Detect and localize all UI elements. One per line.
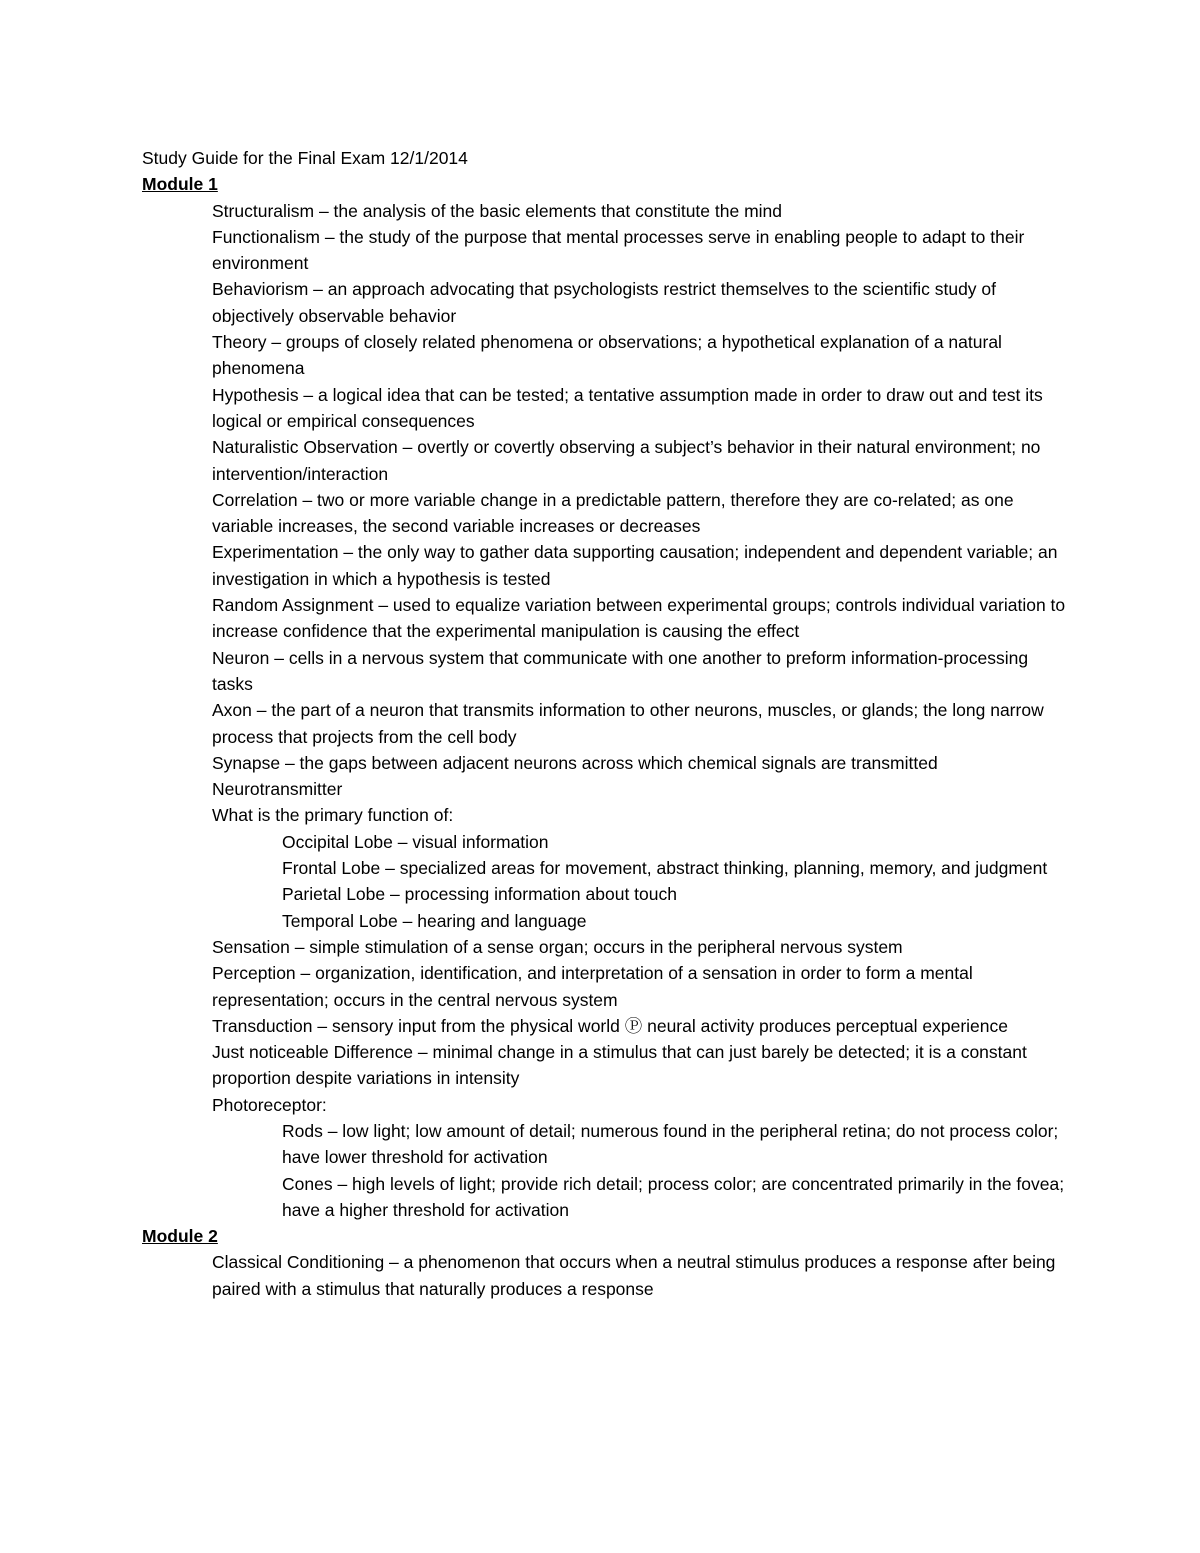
- term-parietal-lobe: Parietal Lobe – processing information about touch: [282, 884, 677, 905]
- term-photoreceptor: Photoreceptor:: [212, 1094, 327, 1115]
- term-theory: Theory – groups of closely related phenomena or observations; a hypothetical explanation of a natural phenomena: [212, 332, 1002, 379]
- term-neurotransmitter: Neurotransmitter: [212, 779, 343, 800]
- term-classical-conditioning: Classical Conditioning – a phenomenon that occurs when a neutral stimulus produces a response after being paired with a stimulus that naturally produces a response: [212, 1252, 1056, 1299]
- term-perception: Perception – organization, identification, and interpretation of a sensation in order to form a mental representation; occurs in the central nervous system: [212, 963, 973, 1010]
- term-correlation: Correlation – two or more variable change in a predictable pattern, therefore they are co-related; as one variable increases, the second variable increases or decreases: [212, 489, 1014, 537]
- term-axon: Axon – the part of a neuron that transmits information to other neurons, muscles, or glands; the long narrow process that projects from the cell body: [212, 700, 1044, 747]
- photoreceptor-list: [282, 1118, 1072, 1223]
- term-rods: Rods – low light; low amount of detail; numerous found in the peripheral retina; do not process color; have lower threshold for activation: [282, 1120, 1059, 1168]
- term-structuralism: Structuralism – the analysis of the basic elements that constitute the mind: [212, 200, 783, 221]
- document-content: [142, 145, 1072, 1302]
- module-1-entries: [212, 198, 1072, 1224]
- module-2-heading: Module 2: [142, 1226, 218, 1247]
- lobe-list-container: [212, 829, 1072, 934]
- term-just-noticeable-difference: Just noticeable Difference – minimal change in a stimulus that can just barely be detected; it is a constant proportion despite variations in intensity: [212, 1042, 1027, 1089]
- term-synapse: Synapse – the gaps between adjacent neurons across which chemical signals are transmitted: [212, 752, 938, 773]
- lobe-list: [282, 829, 1072, 934]
- term-behaviorism: Behaviorism – an approach advocating that psychologists restrict themselves to the scientific study of objectively observable behavior: [212, 279, 997, 326]
- term-neuron: Neuron – cells in a nervous system that communicate with one another to preform information-processing tasks: [212, 647, 1029, 694]
- term-sensation: Sensation – simple stimulation of a sense organ; occurs in the peripheral nervous system: [212, 936, 903, 957]
- term-naturalistic-observation: Naturalistic Observation – overtly or covertly observing a subject’s behavior in their natural environment; no intervention/interaction: [212, 437, 1041, 484]
- document-title: Study Guide for the Final Exam 12/1/2014: [142, 148, 468, 168]
- term-frontal-lobe: Frontal Lobe – specialized areas for movement, abstract thinking, planning, memory, and judgment: [282, 858, 1048, 879]
- module-2-entries: [212, 1249, 1072, 1302]
- lobe-question: What is the primary function of:: [212, 805, 454, 826]
- term-functionalism: Functionalism – the study of the purpose that mental processes serve in enabling people to adapt to their environment: [212, 226, 1025, 274]
- term-hypothesis: Hypothesis – a logical idea that can be tested; a tentative assumption made in order to draw out and test its logical or empirical consequences: [212, 384, 1043, 431]
- term-experimentation: Experimentation – the only way to gather data supporting causation; independent and dependent variable; an investigation in which a hypothesis is tested: [212, 542, 1058, 589]
- term-occipital-lobe: Occipital Lobe – visual information: [282, 831, 549, 852]
- term-temporal-lobe: Temporal Lobe – hearing and language: [282, 910, 587, 931]
- term-transduction: Transduction – sensory input from the physical world Ⓟ neural activity produces perceptual experience: [212, 1015, 1009, 1036]
- module-1-heading: Module 1: [142, 174, 218, 195]
- term-random-assignment: Random Assignment – used to equalize variation between experimental groups; controls individual variation to increase confidence that the experimental manipulation is causing the effect: [212, 595, 1066, 642]
- term-cones: Cones – high levels of light; provide rich detail; process color; are concentrated primarily in the fovea; have a higher threshold for activation: [282, 1173, 1065, 1220]
- photoreceptor-list-container: [212, 1118, 1072, 1223]
